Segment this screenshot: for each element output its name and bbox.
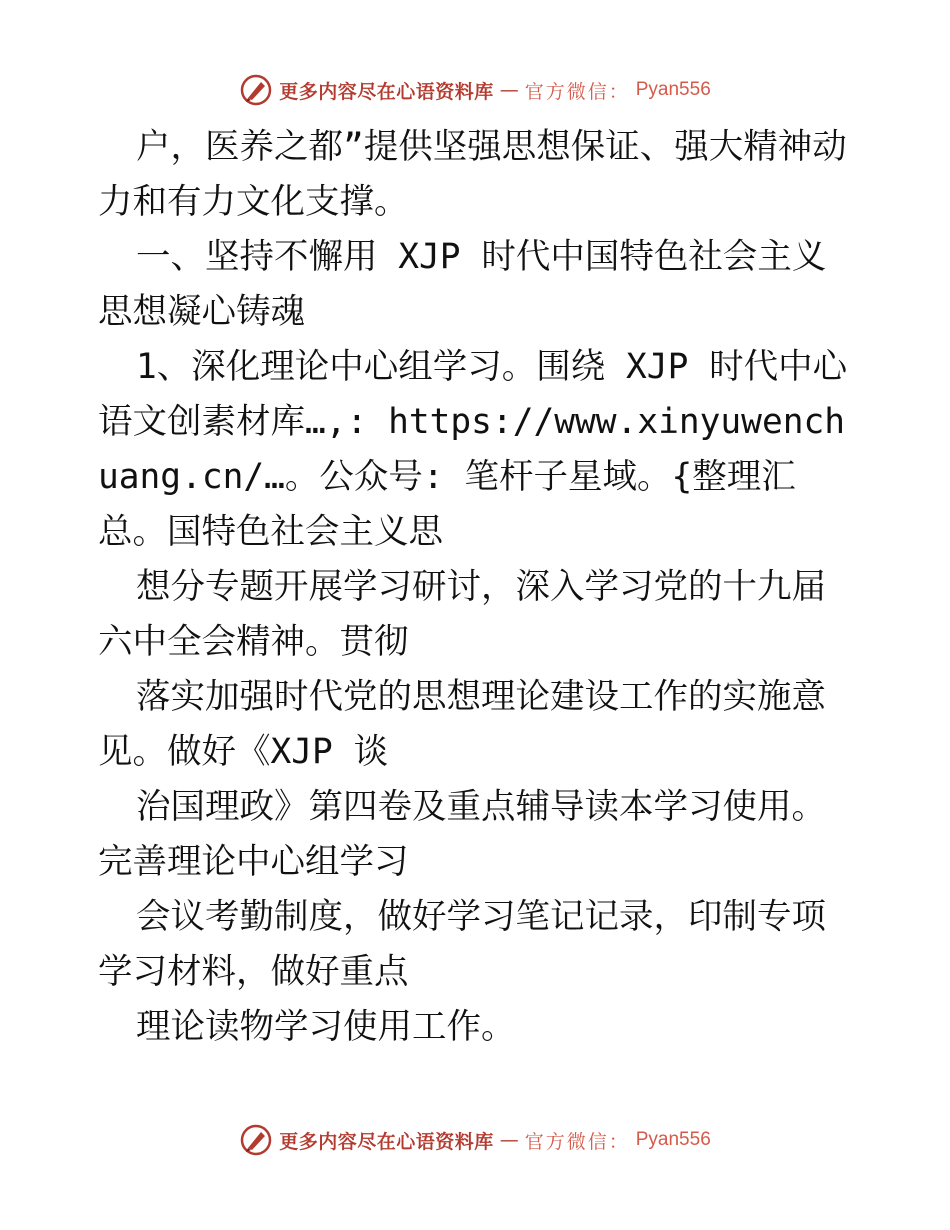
paragraph-4: 落实加强时代党的思想理论建设工作的实施意见。做好《XJP 谈 — [98, 677, 826, 772]
paragraph-1: 户，医养之都”提供坚强思想保证、强大精神动力和有力文化支撑。 — [98, 127, 847, 222]
watermark-dash: — — [499, 1129, 519, 1151]
watermark-wechat-id: Pyan556 — [635, 1129, 711, 1150]
header-watermark — [0, 70, 950, 110]
pen-logo-icon — [239, 73, 273, 107]
footer-watermark — [0, 1120, 950, 1160]
pen-logo-icon — [239, 1123, 273, 1157]
paragraph-7: 理论读物学习使用工作。 — [136, 1007, 516, 1047]
paragraph-5: 治国理政》第四卷及重点辅导读本学习使用。完善理论中心组学习 — [98, 787, 826, 882]
paragraph-6: 会议考勤制度，做好学习笔记记录，印制专项学习材料，做好重点 — [98, 897, 826, 992]
watermark-official-label: 官方微信： — [524, 1130, 630, 1153]
watermark-brand: 更多内容尽在心语资料库 — [279, 80, 494, 103]
watermark-dash: — — [499, 79, 519, 101]
watermark-official-label: 官方微信： — [524, 80, 630, 103]
paragraph-3: 想分专题开展学习研讨，深入学习党的十九届六中全会精神。贯彻 — [98, 567, 826, 662]
section-heading-1: 一、坚持不懈用 XJP 时代中国特色社会主义思想凝心铸魂 — [98, 237, 827, 332]
paragraph-2: 1、深化理论中心组学习。围绕 XJP 时代中心语文创素材库…,: https://www.xinyuwenchuang.cn/…。公众号: 笔杆子星域。{整理汇总。国特色社会主义思 — [98, 347, 848, 552]
watermark-wechat-id: Pyan556 — [635, 79, 711, 100]
watermark-brand: 更多内容尽在心语资料库 — [279, 1130, 494, 1153]
document-body — [98, 120, 858, 1055]
